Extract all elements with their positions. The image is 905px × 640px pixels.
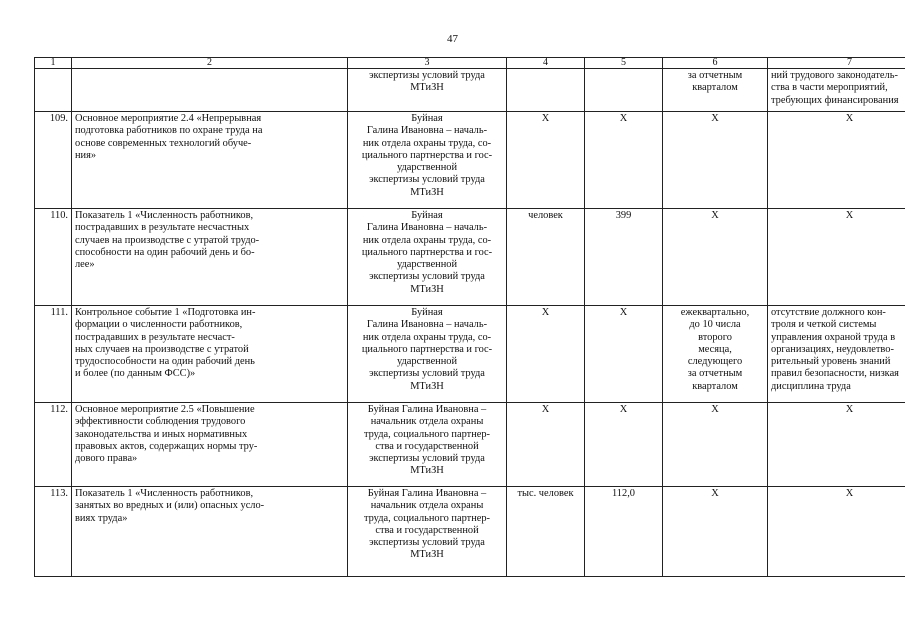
responsible-person: экспертизы условий труда МТиЗН: [348, 69, 507, 112]
column-number: 6: [663, 58, 768, 69]
row-number: 110.: [35, 209, 72, 306]
value: Х: [585, 306, 663, 403]
program-table: [34, 57, 905, 577]
page-number: 47: [447, 33, 458, 45]
value: [585, 69, 663, 112]
term: ежеквартально, до 10 числа второго месяца, следующего за отчетным кварталом: [663, 306, 768, 403]
value: 399: [585, 209, 663, 306]
table-row: [35, 487, 905, 577]
unit: Х: [507, 306, 585, 403]
responsible-person: Буйная Галина Ивановна – началь- ник отдела охраны труда, со- циального партнерства и гос- ударственной экспертизы условий труда МТиЗН: [348, 112, 507, 209]
term: Х: [663, 209, 768, 306]
value: 112,0: [585, 487, 663, 577]
responsible-person: Буйная Галина Ивановна – началь- ник отдела охраны труда, со- циального партнерства и гос- ударственной экспертизы условий труда МТиЗН: [348, 209, 507, 306]
term: Х: [663, 403, 768, 487]
row-number: 112.: [35, 403, 72, 487]
responsible-person: Буйная Галина Ивановна – началь- ник отдела охраны труда, со- циального партнерства и гос- ударственной экспертизы условий труда МТиЗН: [348, 306, 507, 403]
activity-name: Основное мероприятие 2.5 «Повышение эффективности соблюдения трудового законодательства и иных нормативных правовых актов, содержащих нормы тру- дового права»: [72, 403, 348, 487]
unit: Х: [507, 112, 585, 209]
column-number: 3: [348, 58, 507, 69]
activity-name: Основное мероприятие 2.4 «Непрерывная подготовка работников по охране труда на основе современных технологий обуче- ния»: [72, 112, 348, 209]
note: Х: [768, 403, 905, 487]
table-row: [35, 69, 905, 112]
term: за отчетным кварталом: [663, 69, 768, 112]
responsible-person: Буйная Галина Ивановна – начальник отдела охраны труда, социального партнер- ства и государственной экспертизы условий труда МТиЗН: [348, 403, 507, 487]
row-number: 111.: [35, 306, 72, 403]
row-number: 113.: [35, 487, 72, 577]
note: ний трудового законодатель- ства в части мероприятий, требующих финансирования: [768, 69, 905, 112]
column-number: 1: [35, 58, 72, 69]
table-row: [35, 403, 905, 487]
responsible-person: Буйная Галина Ивановна – начальник отдела охраны труда, социального партнер- ства и государственной экспертизы условий труда МТиЗН: [348, 487, 507, 577]
column-number: 5: [585, 58, 663, 69]
unit: тыс. человек: [507, 487, 585, 577]
activity-name: Показатель 1 «Численность работников, занятых во вредных и (или) опасных усло- виях труда»: [72, 487, 348, 577]
table-row: [35, 306, 905, 403]
value: Х: [585, 112, 663, 209]
column-number-row: [35, 58, 905, 69]
unit: человек: [507, 209, 585, 306]
note: отсутствие должного кон- троля и четкой системы управления охраной труда в организациях, неудовлетво- рительный уровень знаний правил безопасности, низкая дисциплина труда: [768, 306, 905, 403]
activity-name: [72, 69, 348, 112]
unit: [507, 69, 585, 112]
table-row: [35, 112, 905, 209]
row-number: 109.: [35, 112, 72, 209]
table-row: [35, 209, 905, 306]
row-number: [35, 69, 72, 112]
column-number: 7: [768, 58, 905, 69]
activity-name: Показатель 1 «Численность работников, пострадавших в результате несчастных случаев на производстве с утратой трудо- способности на один рабочий день и бо- лее»: [72, 209, 348, 306]
note: Х: [768, 209, 905, 306]
column-number: 4: [507, 58, 585, 69]
note: Х: [768, 487, 905, 577]
term: Х: [663, 487, 768, 577]
note: Х: [768, 112, 905, 209]
activity-name: Контрольное событие 1 «Подготовка ин- формации о численности работников, пострадавших в результате несчаст- ных случаев на производстве с утратой трудоспособности на один рабочий день и более (по данным ФСС)»: [72, 306, 348, 403]
value: Х: [585, 403, 663, 487]
column-number: 2: [72, 58, 348, 69]
term: Х: [663, 112, 768, 209]
unit: Х: [507, 403, 585, 487]
